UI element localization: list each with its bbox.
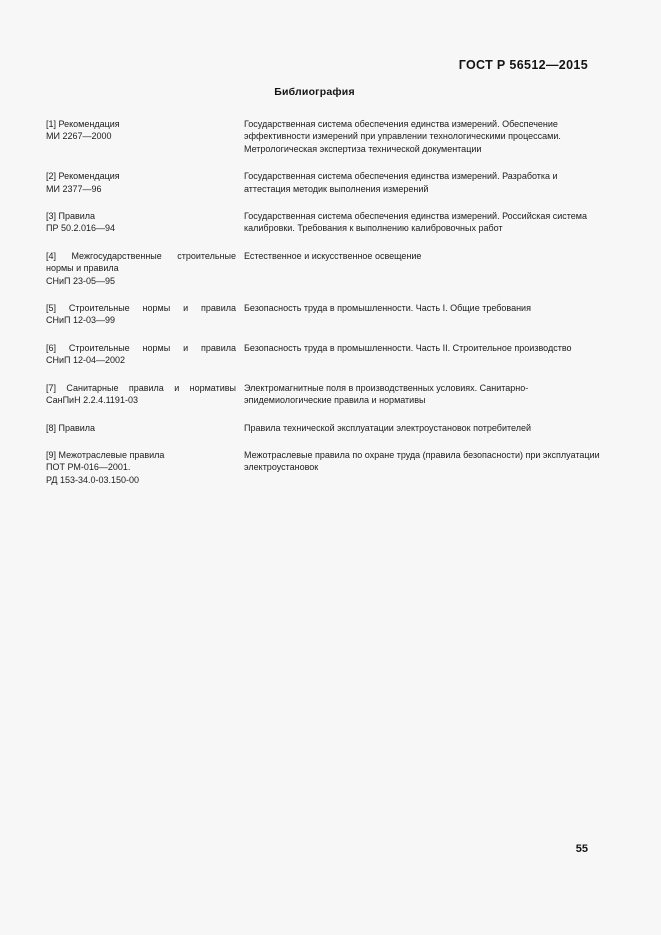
bibliography-entry-reference-line: [5] Строительные нормы и правила (46, 303, 236, 314)
bibliography-entry-description (244, 118, 606, 155)
bibliography-entry (46, 422, 606, 434)
bibliography-entry-reference (46, 342, 244, 367)
bibliography-entry-description (244, 449, 606, 474)
bibliography-entry (46, 342, 606, 367)
bibliography-entry-reference-line: ПОТ РМ-016—2001. (46, 462, 131, 473)
bibliography-entry-reference (46, 422, 244, 434)
bibliography-entry-reference-line: [6] Строительные нормы и правила (46, 342, 236, 353)
bibliography-entry-description (244, 210, 606, 235)
bibliography-entry-reference-line: СанПиН 2.2.4.1191-03 (46, 395, 138, 406)
bibliography-entry-description-text: Государственная система обеспечения единства измерений. Российская система калибровки. Требования к выполнению калибровочных работ (244, 211, 588, 234)
bibliography-entry-description (244, 302, 606, 314)
bibliography-entry-reference-line: [3] Правила (46, 211, 96, 222)
bibliography-entry-reference (46, 382, 244, 407)
bibliography-entry (46, 210, 606, 235)
bibliography-entry-description-text: Электромагнитные поля в производственных условиях. Санитарно-эпидемиологические правила и нормативы (244, 382, 529, 406)
standard-number-header: ГОСТ Р 56512—2015 (458, 58, 588, 72)
bibliography-entry-reference (46, 250, 244, 287)
bibliography-entry-description (244, 382, 606, 407)
bibliography-entry-reference-line: [4] Межгосударственные строительные (46, 250, 236, 261)
bibliography-entry-reference-line: [7] Санитарные правила и нормативы (46, 382, 236, 393)
bibliography-entry-reference-line: СНиП 12-03—99 (46, 315, 116, 326)
bibliography-entry (46, 382, 606, 407)
bibliography-entry (46, 449, 606, 486)
bibliography-entry-description (244, 250, 606, 262)
bibliography-entry-reference-line: [1] Рекомендация (46, 119, 120, 129)
bibliography-entry-description-text: Естественное и искусственное освещение (244, 250, 422, 261)
bibliography-entry (46, 170, 606, 195)
bibliography-entry-reference-line: СНиП 12-04—2002 (46, 355, 126, 366)
bibliography-entry-description-text: Безопасность труда в промышленности. Часть I. Общие требования (244, 303, 531, 314)
bibliography-entry (46, 250, 606, 287)
bibliography-entry-reference-line: нормы и правила (46, 263, 119, 274)
bibliography-entry-description-text: Государственная система обеспечения единства измерений. Обеспечение эффективности измерений при управлении технологическими процессами. Метрологическая экспертиза технической документации (244, 119, 561, 154)
bibliography-entry-reference (46, 302, 244, 327)
bibliography-entry-reference-line: МИ 2267—2000 (46, 131, 112, 142)
bibliography-entry-reference (46, 170, 244, 195)
bibliography-entry-reference-line: [9] Межотраслевые правила (46, 449, 165, 460)
bibliography-entry-reference-line: [8] Правила (46, 422, 96, 433)
bibliography-entry (46, 118, 606, 155)
bibliography-entry (46, 302, 606, 327)
bibliography-entry-description (244, 342, 606, 354)
bibliography-entry-reference-line: ПР 50.2.016—94 (46, 223, 116, 234)
bibliography-entry-reference (46, 210, 244, 235)
bibliography-list (46, 118, 606, 486)
page-number: 55 (575, 843, 588, 855)
bibliography-entry-reference-line: МИ 2377—96 (46, 183, 102, 194)
bibliography-entry-description (244, 422, 606, 434)
bibliography-entry-description-text: Правила технической эксплуатации электроустановок потребителей (244, 422, 531, 433)
bibliography-entry-description-text: Безопасность труда в промышленности. Часть II. Строительное производство (244, 342, 572, 353)
page-title: Библиография (274, 86, 355, 98)
bibliography-entry-reference-line: [2] Рекомендация (46, 171, 120, 182)
bibliography-entry-description-text: Государственная система обеспечения единства измерений. Разработка и аттестация методик выполнения измерений (244, 171, 558, 194)
bibliography-entry-reference-line: СНиП 23-05—95 (46, 275, 116, 286)
bibliography-entry-description-text: Межотраслевые правила по охране труда (правила безопасности) при эксплуатации электроустановок (244, 449, 600, 473)
bibliography-entry-reference (46, 449, 244, 486)
bibliography-entry-reference-line: РД 153-34.0-03.150-00 (46, 474, 140, 485)
bibliography-entry-description (244, 170, 606, 195)
bibliography-entry-reference (46, 118, 244, 143)
